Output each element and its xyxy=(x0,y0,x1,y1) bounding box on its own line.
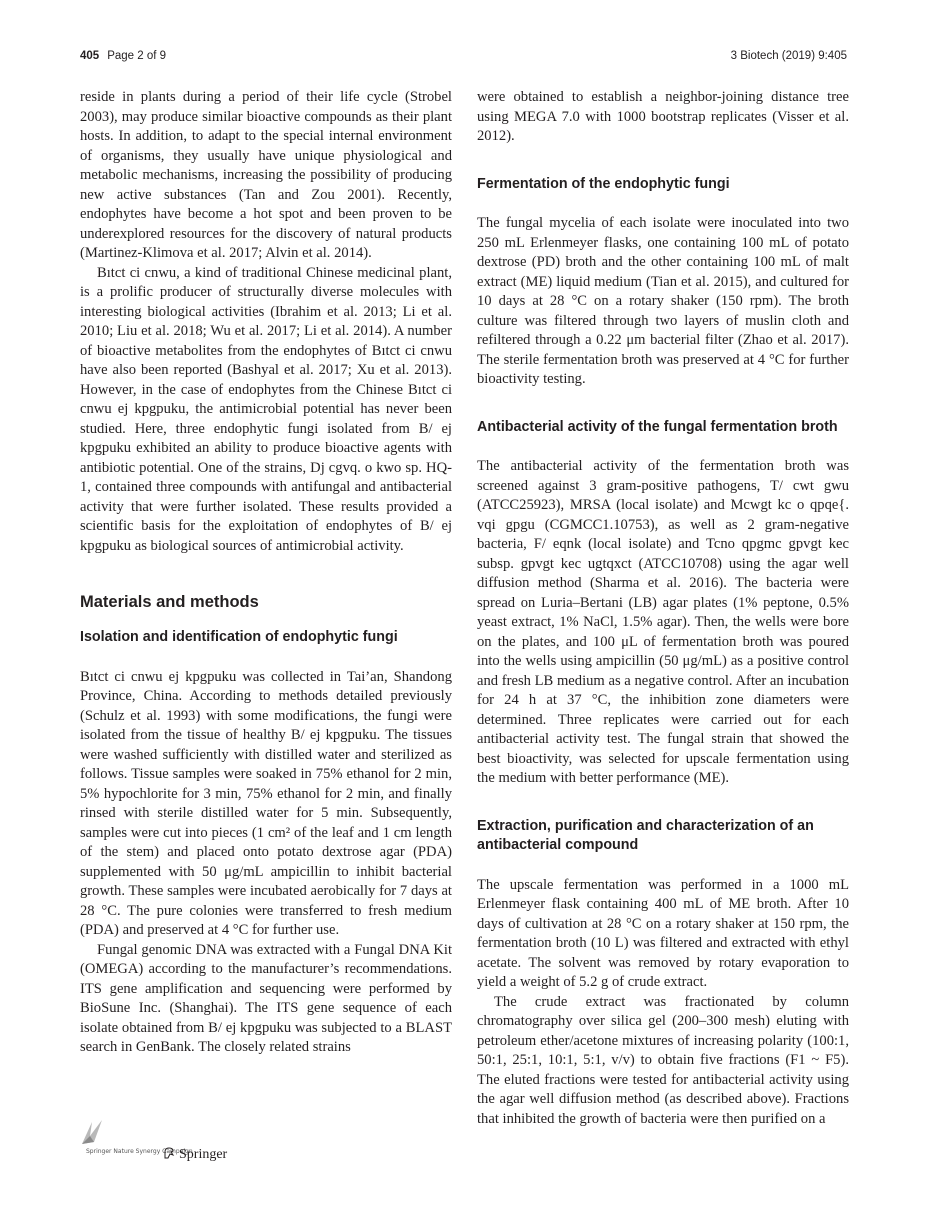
springer-brand xyxy=(162,1146,227,1163)
journal-citation: 3 Biotech (2019) 9:405 xyxy=(730,50,847,62)
paragraph: The fungal mycelia of each isolate were inoculated into two 250 mL Erlenmeyer flasks, one containing 100 mL of potato dextrose (PD) broth and the other containing 100 mL of malt extract (ME) liquid medium (Tian et al. 2015), and cultured for 10 days at 28 °C on a rotary shaker (150 rpm). The broth culture was filtered through two layers of muslin cloth and refiltered through a 0.22 μm bacterial filter (Zhao et al. 2017). The sterile fermentation broth was preserved at 4 °C for further bioactivity testing. xyxy=(477,215,849,387)
paragraph: The antibacterial activity of the fermentation broth was screened against 3 gram-positive pathogens, T/ cwt gwu (ATCC25923), MRSA (local isolate) and Mcwgt kc o qpqe{. vqi gpgu (CGMCC1.10753), as well as 2 gram-negative bacteria, F/ eqnk (local isolate) and Tcno qpgmc gpvgt kec subsp. gpvgt kec ugtqxct (ATCC10708) using the agar well diffusion method (Sharma et al. 2016). The bacteria were spread on Luria–Bertani (LB) agar plates (1% peptone, 0.5% yeast extract, 1% NaCl, 1.5% agar). Then, the wells were bore on the plates, and 100 μL of fermentation broth was poured into the wells using ampicillin (50 μg/mL) as a positive control and fresh LB medium as a negative control. After an incubation for 24 h at 37 °C, the inhibition zone diameters were determined. Three replicates were carried out for each antibacterial activity test. The fungal strain that showed the best bioactivity, was selected for upscale fermentation using the medium with better performance (ME). xyxy=(477,458,849,786)
page-number: 405 xyxy=(80,50,100,62)
left-column xyxy=(80,88,452,1058)
springer-horse-icon xyxy=(162,1146,176,1160)
paragraph: The upscale fermentation was performed in a 1000 mL Erlenmeyer flask containing 400 mL of ME broth. After 10 days of cultivation at 28 °C on a rotary shaker at 150 rpm, the fermentation broth (10 L) was filtered and extracted with ethyl acetate. The solvent was removed by rotary evaporation to yield a weight of 5.2 g of crude extract. xyxy=(477,876,849,990)
paragraph: The crude extract was fractionated by column chromatography over silica gel (200–300 mesh) eluting with petroleum ether/acetone mixtures of increasing polarity (100:1, 50:1, 25:1, 10:1, 5:1, v/v) to obtain five fractions (F1 ~ F5). The eluted fractions were tested for antibacterial activity using the agar well diffusion method (as described above). Fractions that inhibited the growth of bacteria were then purified on a xyxy=(477,993,849,1127)
paragraph: Bıtct ci cnwu, a kind of traditional Chinese medicinal plant, is a prolific producer of structurally diverse molecules with interesting biological activities (Ibrahim et al. 2013; Li et al. 2010; Liu et al. 2018; Wu et al. 2017; Li et al. 2014). A number of bioactive metabolites from the endophytes of Bıtct ci cnwu have also been reported (Bashyal et al. 2017; Xu et al. 2013). However, in the case of endophytes from the Chinese Bıtct ci cnwu ej kpgpuku, the antimicrobial potential has never been studied. Here, three endophytic fungi isolated from B/ ej kpgpuku exhibited an ability to produce bioactive agents with antibiotic potential. One of the strains, Dj cgvq. o kwo sp. HQ-1, contained three compounds with antifungal and antibacterial activity that were further isolated. These results provided a scientific basis for the exploitation of endophytes of B/ ej kpgpuku as biological sources of antimicrobial activity. xyxy=(80,264,452,554)
publisher-name: Springer xyxy=(179,1147,228,1162)
paragraph: Fungal genomic DNA was extracted with a Fungal DNA Kit (OMEGA) according to the manufacturer’s recommendations. ITS gene amplification and sequencing were performed by BioSune Inc. (Shanghai). The ITS gene sequence of each isolate obtained from B/ ej kpgpuku was subjected to a BLAST search in GenBank. The closely related strains xyxy=(80,941,452,1055)
subsection-heading: Antibacterial activity of the fungal fermentation broth xyxy=(477,418,838,435)
subsection-heading: Fermentation of the endophytic fungi xyxy=(477,175,730,192)
paragraph: reside in plants during a period of their life cycle (Strobel 2003), may produce similar bioactive compounds as their plant hosts. In addition, to adapt to the special internal environment of organisms, they usually have unique physiological and metabolic mechanisms, increasing the possibility of producing new active substances (Tan and Zou 2001). Recently, endophytes have become a hot spot and been proven to be underexplored resources for the discovery of natural products (Martinez-Klimova et al. 2017; Alvin et al. 2014). xyxy=(80,89,452,261)
springer-nature-logo-icon xyxy=(80,1118,104,1146)
right-column xyxy=(477,88,849,1129)
paragraph: Bıtct ci cnwu ej kpgpuku was collected in Tai’an, Shandong Province, China. According to methods detailed previously (Schulz et al. 1993) with some modifications, the fungi were isolated from the tissue of healthy B/ ej kpgpuku. The tissues were washed sufficiently with distilled water and sterilized as follows. Tissue samples were soaked in 75% ethanol for 2 min, 5% hypochlorite for 3 min, 75% ethanol for 2 min, and finally rinsed with sterile distilled water for 5 min. Subsequently, samples were cut into pieces (1 cm² of the leaf and 1 cm length of the stem) and placed onto potato dextrose agar (PDA) supplemented with 50 μg/mL ampicillin to inhibit bacterial growth. These samples were incubated aerobically for 7 days at 28 °C. The pure colonies were transferred to fresh medium (PDA) and preserved at 4 °C for further use. xyxy=(80,668,452,938)
subsection-heading: Isolation and identification of endophytic fungi xyxy=(80,629,398,645)
logo-text: Springer Nature Synergy Campaign xyxy=(86,1148,193,1155)
subsection-heading: Extraction, purification and characterization of an antibacterial compound xyxy=(477,817,814,853)
publisher-footer xyxy=(80,1118,240,1164)
section-heading: Materials and methods xyxy=(80,593,259,611)
page-header-left xyxy=(80,50,166,62)
page-label: Page 2 of 9 xyxy=(107,50,167,62)
paragraph: were obtained to establish a neighbor-joining distance tree using MEGA 7.0 with 1000 bootstrap replicates (Visser et al. 2012). xyxy=(477,89,849,144)
